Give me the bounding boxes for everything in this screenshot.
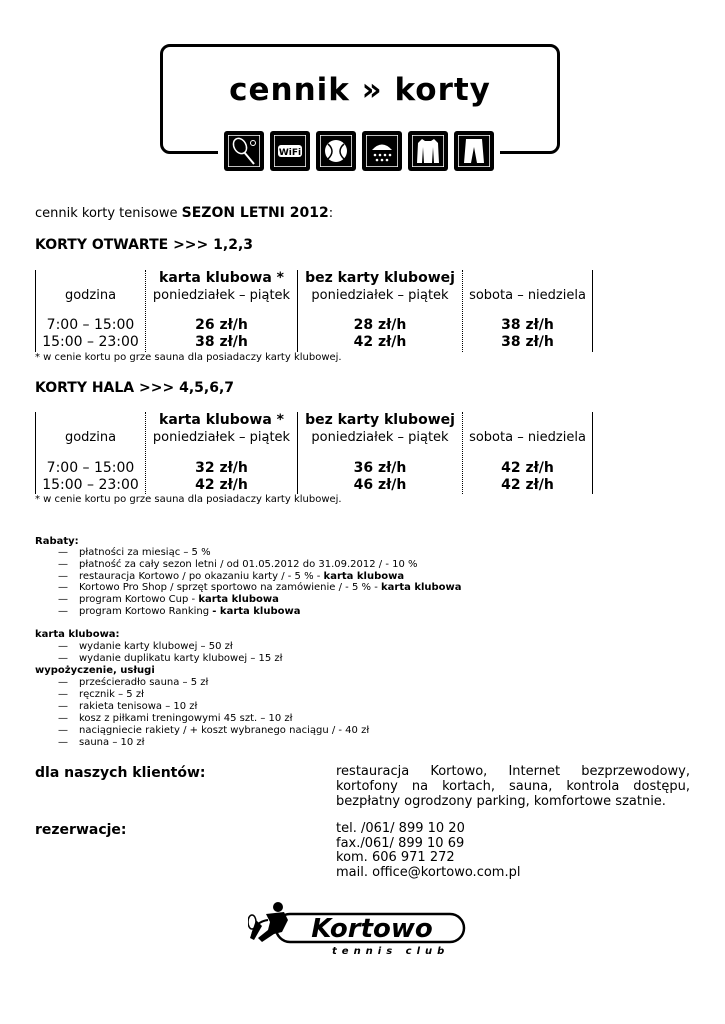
- list-item-text: prześcieradło sauna – 5 zł: [79, 677, 209, 688]
- reservations-label: rezerwacje:: [35, 822, 127, 838]
- list-item-text: wydanie karty klubowej – 50 zł: [79, 641, 233, 652]
- table-divider: [592, 412, 593, 494]
- price-cell: 38 zł/h: [195, 334, 248, 350]
- list-item-emphasis: karta klubowa: [323, 570, 405, 582]
- col-weekend: sobota – niedziela: [469, 430, 586, 445]
- intro-line: [35, 205, 333, 221]
- list-bullet: —: [58, 606, 68, 617]
- table-note: * w cenie kortu po grze sauna dla posiadaczy karty klubowej.: [35, 352, 342, 363]
- fax-number: fax./061/ 899 10 69: [336, 835, 465, 851]
- discounts-title: Rabaty:: [35, 536, 79, 547]
- col-weekend: sobota – niedziela: [469, 288, 586, 303]
- list-bullet: —: [58, 677, 68, 688]
- table-divider: [592, 270, 593, 352]
- rental-title: wypożyczenie, usługi: [35, 665, 155, 676]
- logo-tagline: tennis club: [332, 946, 450, 957]
- col-weekday-no-card: poniedziałek – piątek: [311, 430, 449, 445]
- price-cell: 26 zł/h: [195, 317, 248, 333]
- list-item-text: Kortowo Pro Shop / sprzęt sportowo na zamówienie / - 5 % -: [79, 582, 381, 594]
- list-item-text: rakieta tenisowa – 10 zł: [79, 700, 198, 712]
- list-item: [79, 582, 462, 593]
- phone-number: tel. /061/ 899 10 20: [336, 821, 465, 836]
- row-hour: 7:00 – 15:00: [46, 460, 135, 476]
- list-item-text: płatności za miesiąc – 5 %: [79, 547, 211, 558]
- list-item: [79, 594, 279, 605]
- section-heading-open: KORTY OTWARTE >>> 1,2,3: [35, 237, 253, 253]
- list-item: [79, 713, 293, 724]
- list-item-emphasis: - karta klubowa: [212, 606, 301, 617]
- col-group-club-card: karta klubowa *: [159, 270, 284, 286]
- col-weekday-card: poniedziałek – piątek: [152, 430, 291, 445]
- kortowo-logo: [248, 898, 470, 968]
- row-hour: 15:00 – 23:00: [42, 477, 139, 493]
- list-item: [79, 641, 233, 652]
- list-item-text: naciągniecie rakiety / + koszt wybranego naciągu / - 40 zł: [79, 724, 370, 736]
- col-group-club-card: karta klubowa *: [159, 412, 284, 428]
- section-heading-hall: KORTY HALA >>> 4,5,6,7: [35, 380, 235, 396]
- price-cell: 36 zł/h: [353, 460, 407, 476]
- tennis-racket-icon: [224, 131, 264, 171]
- list-bullet: —: [58, 724, 68, 736]
- list-bullet: —: [58, 582, 68, 594]
- mobile-number: kom. 606 971 272: [336, 850, 455, 865]
- list-bullet: —: [58, 653, 68, 664]
- list-bullet: —: [58, 641, 68, 652]
- list-bullet: —: [58, 700, 68, 712]
- row-hour: 15:00 – 23:00: [42, 334, 139, 350]
- intro-suffix: :: [328, 206, 334, 221]
- list-item-text: ręcznik – 5 zł: [79, 688, 144, 700]
- list-item: [79, 737, 145, 748]
- clients-label: dla naszych klientów:: [35, 765, 206, 781]
- list-bullet: —: [58, 736, 68, 748]
- icon-strip: [218, 126, 500, 176]
- list-bullet: —: [58, 712, 68, 724]
- list-bullet: —: [58, 547, 68, 558]
- list-bullet: —: [58, 570, 68, 582]
- col-group-no-card: bez karty klubowej: [305, 270, 455, 286]
- price-cell: 32 zł/h: [195, 460, 248, 476]
- price-cell: 42 zł/h: [501, 460, 554, 476]
- shirt-icon: [408, 131, 448, 171]
- price-cell: 38 zł/h: [501, 317, 554, 333]
- email-address: mail. office@kortowo.com.pl: [336, 864, 521, 880]
- svg-text:WiFi: WiFi: [278, 148, 302, 158]
- list-item-text: program Kortowo Ranking: [79, 606, 213, 617]
- list-item-text: kosz z piłkami treningowymi 45 szt. – 10 zł: [79, 712, 293, 724]
- page-title: cennik » korty: [229, 72, 491, 108]
- list-item: [79, 571, 404, 582]
- trousers-icon: [454, 131, 494, 171]
- list-item-text: płatność za cały sezon letni / od 01.05.2012 do 31.09.2012 / - 10 %: [79, 558, 418, 570]
- list-item: [79, 725, 369, 736]
- list-item-emphasis: karta klubowa: [198, 594, 279, 606]
- reservations-contacts: [336, 822, 520, 880]
- table-note: * w cenie kortu po grze sauna dla posiadaczy karty klubowej.: [35, 494, 342, 505]
- row-hour: 7:00 – 15:00: [46, 317, 135, 333]
- list-item-text: restauracja Kortowo / po okazaniu karty / - 5 % -: [79, 570, 324, 582]
- price-cell: 46 zł/h: [353, 477, 407, 493]
- list-item-text: program Kortowo Cup -: [79, 594, 199, 606]
- list-item: [79, 606, 300, 617]
- col-weekday-card: poniedziałek – piątek: [152, 288, 291, 303]
- price-cell: 38 zł/h: [501, 334, 554, 350]
- wifi-icon: [270, 131, 310, 171]
- price-cell: 42 zł/h: [501, 477, 554, 493]
- list-item: [79, 701, 197, 712]
- clients-text: restauracja Kortowo, Internet bezprzewodowy, kortofony na kortach, sauna, kontrola dostępu, bezpłatny ogrodzony parking, komfortowe szatnie.: [336, 764, 690, 809]
- col-weekday-no-card: poniedziałek – piątek: [311, 288, 449, 303]
- list-item-text: wydanie duplikatu karty klubowej – 15 zł: [79, 653, 283, 664]
- list-item: [79, 689, 144, 700]
- club-card-title: karta klubowa:: [35, 629, 120, 640]
- sauna-icon: [362, 131, 402, 171]
- col-hour: godzina: [64, 430, 117, 445]
- col-hour: godzina: [64, 288, 117, 303]
- list-bullet: —: [58, 594, 68, 606]
- list-item-emphasis: karta klubowa: [380, 582, 462, 594]
- price-cell: 42 zł/h: [353, 334, 407, 350]
- logo-name: Kortowo: [311, 914, 433, 944]
- price-cell: 28 zł/h: [353, 317, 407, 333]
- col-group-no-card: bez karty klubowej: [305, 412, 455, 428]
- list-bullet: —: [58, 558, 68, 570]
- season-label: SEZON LETNI 2012: [181, 205, 329, 221]
- list-item: [79, 653, 283, 664]
- price-cell: 42 zł/h: [195, 477, 248, 493]
- logo-graphic: [248, 898, 470, 968]
- list-item: [79, 559, 418, 570]
- list-item-text: sauna – 10 zł: [79, 736, 145, 748]
- intro-prefix: cennik korty tenisowe: [35, 206, 178, 221]
- list-item: [79, 547, 211, 558]
- list-item: [79, 677, 208, 688]
- tennis-ball-icon: [316, 131, 356, 171]
- list-bullet: —: [58, 688, 68, 700]
